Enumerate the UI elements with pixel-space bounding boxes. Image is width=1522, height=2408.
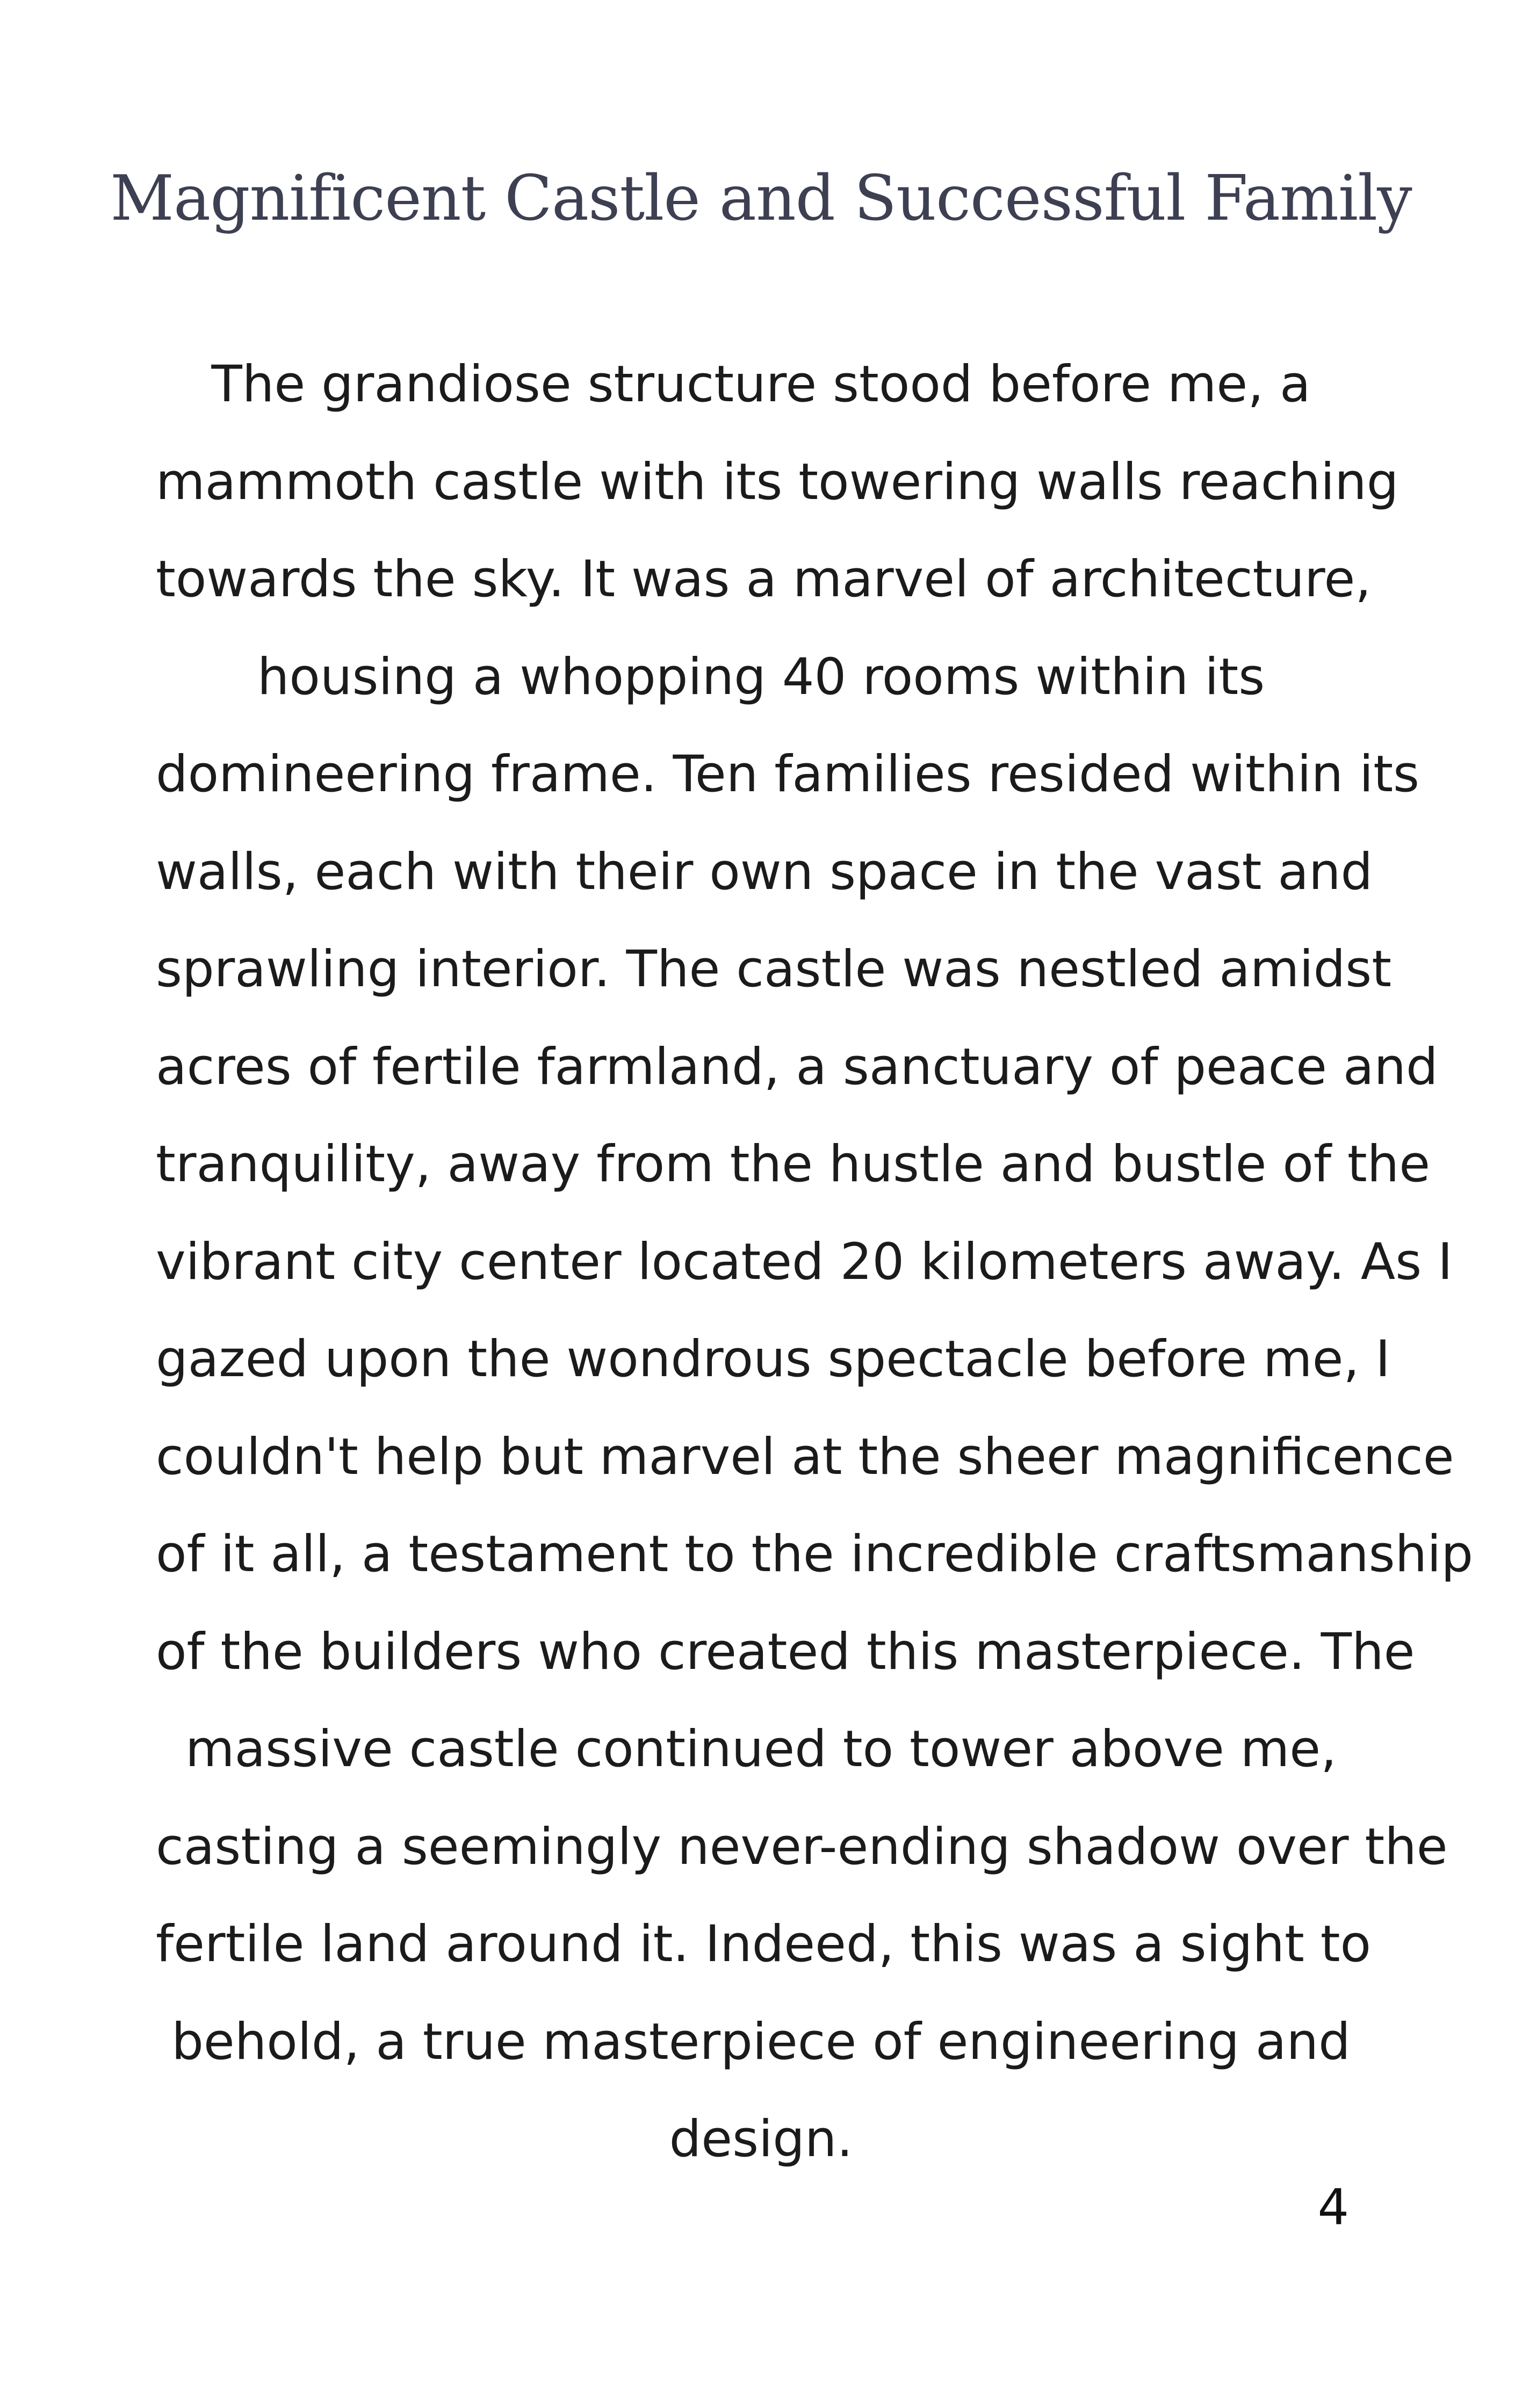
paragraph-line: walls, each with their own space in the vast and xyxy=(156,842,1373,901)
paragraph-line: tranquility, away from the hustle and bustle of the xyxy=(156,1135,1431,1194)
chapter-title: Magnificent Castle and Successful Family xyxy=(110,162,1412,235)
paragraph-line: towards the sky. It was a marvel of architecture, xyxy=(156,550,1372,609)
paragraph-line: fertile land around it. Indeed, this was a sight to xyxy=(156,1915,1372,1973)
paragraph-line: domineering frame. Ten families resided within its xyxy=(156,745,1420,804)
paragraph-line: design. xyxy=(669,2110,853,2168)
paragraph-line: massive castle continued to tower above me, xyxy=(185,1720,1337,1778)
paragraph-line: The grandiose structure stood before me, a xyxy=(211,355,1311,414)
paragraph-line: vibrant city center located 20 kilometers away. As I xyxy=(156,1232,1453,1291)
paragraph-line: sprawling interior. The castle was nestled amidst xyxy=(156,940,1392,999)
paragraph-line: acres of fertile farmland, a sanctuary of peace and xyxy=(156,1037,1438,1096)
paragraph-line: of the builders who created this masterpiece. The xyxy=(156,1622,1415,1681)
paragraph-line: casting a seemingly never-ending shadow over the xyxy=(156,1817,1448,1876)
paragraph-line: housing a whopping 40 rooms within its xyxy=(257,647,1265,706)
chapter-paragraph xyxy=(156,336,1473,2188)
paragraph-line: mammoth castle with its towering walls reaching xyxy=(156,452,1399,511)
paragraph-line: of it all, a testament to the incredible craftsmanship xyxy=(156,1525,1473,1583)
paragraph-line: behold, a true masterpiece of engineering and xyxy=(171,2012,1351,2071)
paragraph-line: gazed upon the wondrous spectacle before me, I xyxy=(156,1330,1390,1389)
paragraph-line: couldn't help but marvel at the sheer magnificence xyxy=(156,1427,1454,1486)
page-number: 4 xyxy=(1317,2179,1349,2236)
